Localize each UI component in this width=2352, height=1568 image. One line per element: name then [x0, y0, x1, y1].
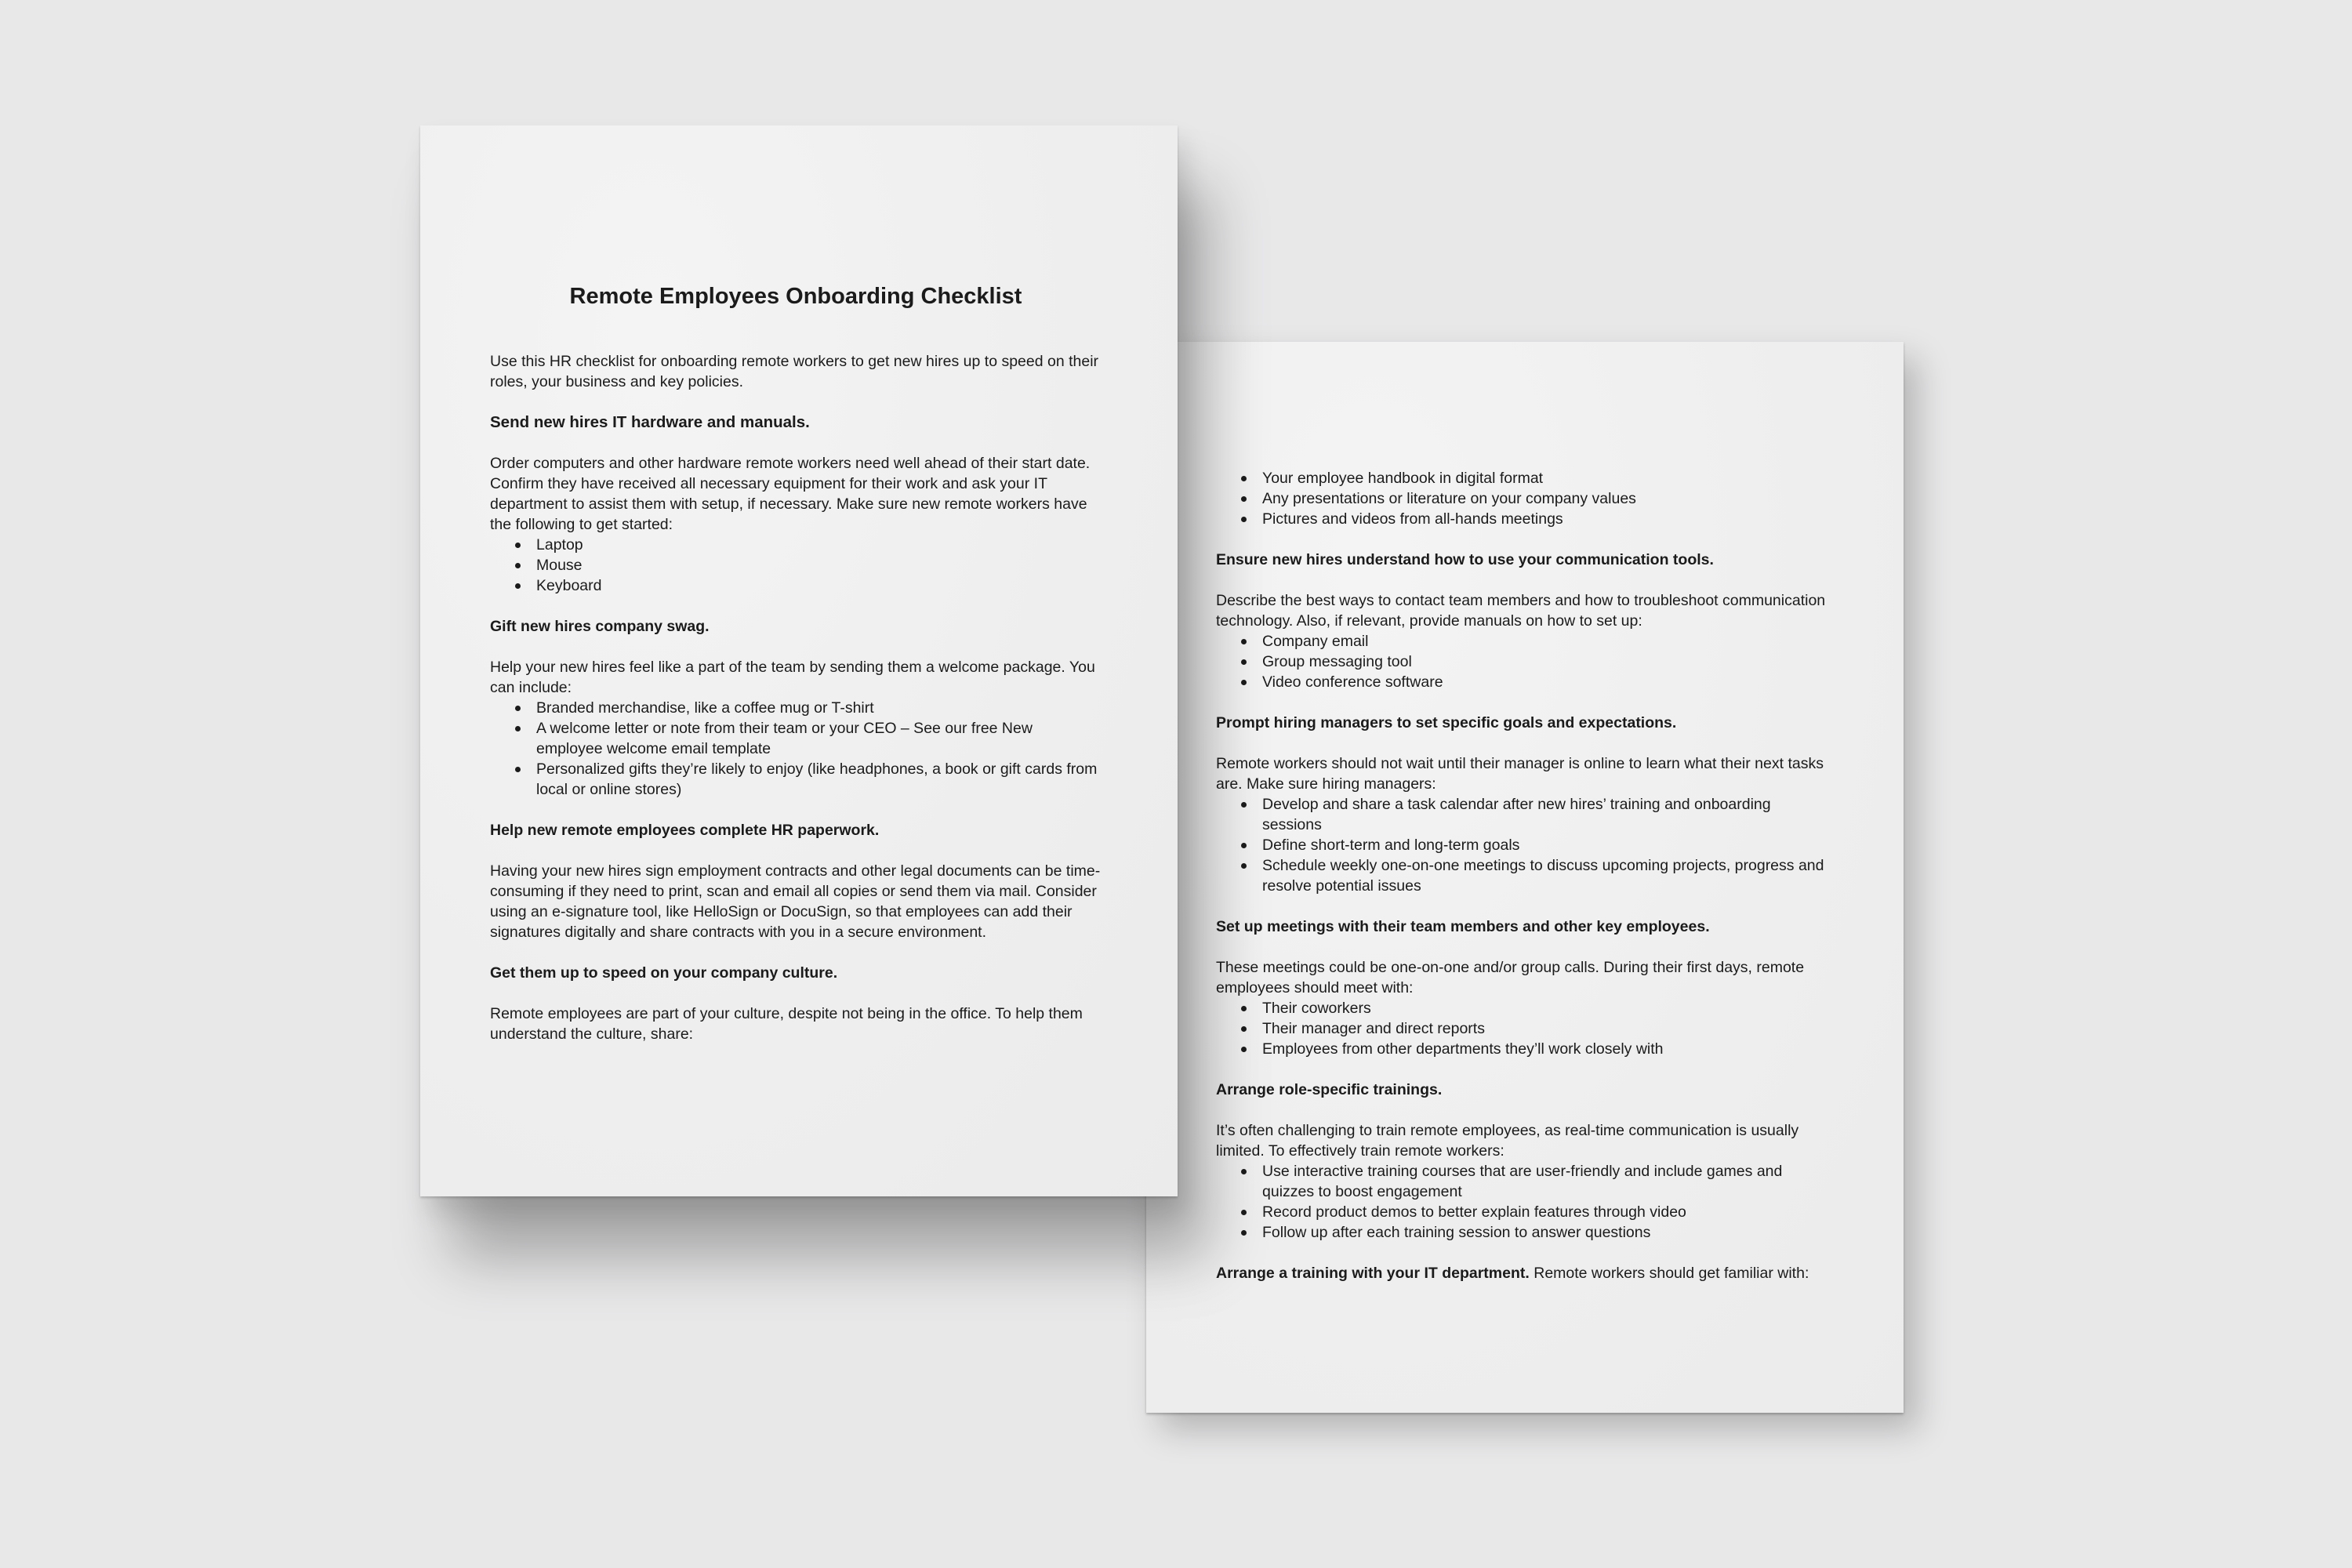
- section-heading: Prompt hiring managers to set specific goals and expectations.: [1216, 714, 1677, 731]
- list-item: Their coworkers: [1262, 998, 1828, 1018]
- section-text: Order computers and other hardware remote workers need well ahead of their start date. Confirm they have received all necessary equipment for their work and ask your IT department to assist them with setup, if necessary. Make sure new remote workers have the following to get started:: [490, 455, 1091, 533]
- list-item: Follow up after each training session to answer questions: [1262, 1222, 1828, 1243]
- list-item: Video conference software: [1262, 672, 1828, 692]
- list-item: Employees from other departments they’ll work closely with: [1262, 1039, 1828, 1059]
- intro-text: Use this HR checklist for onboarding remote workers to get new hires up to speed on their roles, your business and key policies.: [490, 353, 1099, 390]
- section-list: [1216, 631, 1828, 692]
- section-heading: Set up meetings with their team members and other key employees.: [1216, 918, 1710, 935]
- section-text: Help your new hires feel like a part of the team by sending them a welcome package. You can include:: [490, 659, 1095, 696]
- list-item: Branded merchandise, like a coffee mug or T-shirt: [536, 698, 1102, 718]
- section-heading: Arrange role-specific trainings.: [1216, 1081, 1443, 1098]
- list-item: Your employee handbook in digital format: [1262, 468, 1828, 488]
- section-text: Remote employees are part of your culture, despite not being in the office. To help them understand the culture, share:: [490, 1005, 1083, 1043]
- final-bold-text: Arrange a training with your IT department.: [1216, 1265, 1530, 1282]
- list-item: A welcome letter or note from their team or your CEO – See our free New employee welcome email template: [536, 718, 1102, 759]
- section-list: [1216, 998, 1828, 1059]
- document-page-1: [420, 125, 1178, 1196]
- list-item: Develop and share a task calendar after new hires’ training and onboarding sessions: [1262, 794, 1828, 835]
- list-item: Define short-term and long-term goals: [1262, 835, 1828, 855]
- section-text: Having your new hires sign employment contracts and other legal documents can be time-consuming if they need to print, scan and email all copies or send them via mail. Consider using an e-signature tool, like HelloSign or DocuSign, so that employees can add their signatures digitally and share contracts with you in a secure environment.: [490, 862, 1101, 941]
- section-heading: Gift new hires company swag.: [490, 618, 710, 635]
- list-item: Company email: [1262, 631, 1828, 652]
- list-item: Any presentations or literature on your company values: [1262, 488, 1828, 509]
- section-text: These meetings could be one-on-one and/or group calls. During their first days, remote employees should meet with:: [1216, 959, 1805, 996]
- section-list: [490, 698, 1102, 800]
- section-text: Describe the best ways to contact team members and how to troubleshoot communication technology. Also, if relevant, provide manuals on how to set up:: [1216, 592, 1826, 630]
- list-item: Their manager and direct reports: [1262, 1018, 1828, 1039]
- section-list: [1216, 1161, 1828, 1243]
- document-title: Remote Employees Onboarding Checklist: [569, 284, 1022, 309]
- section-text: Remote workers should not wait until their manager is online to learn what their next tasks are. Make sure hiring managers:: [1216, 755, 1824, 793]
- culture-share-list: [1216, 468, 1828, 529]
- section-heading: Send new hires IT hardware and manuals.: [490, 413, 810, 431]
- list-item: Laptop: [536, 535, 1102, 555]
- final-text: Remote workers should get familiar with:: [1529, 1265, 1809, 1282]
- list-item: Schedule weekly one-on-one meetings to discuss upcoming projects, progress and resolve potential issues: [1262, 855, 1828, 896]
- page-1-content: [490, 282, 1102, 1065]
- section-heading: Ensure new hires understand how to use your communication tools.: [1216, 551, 1714, 568]
- page-2-content: [1216, 468, 1828, 1304]
- list-item: Mouse: [536, 555, 1102, 575]
- section-list: [490, 535, 1102, 596]
- section-heading: Get them up to speed on your company culture.: [490, 964, 838, 982]
- list-item: Use interactive training courses that are user-friendly and include games and quizzes to boost engagement: [1262, 1161, 1828, 1202]
- document-page-2: [1146, 342, 1904, 1413]
- section-text: It’s often challenging to train remote employees, as real-time communication is usually limited. To effectively train remote workers:: [1216, 1122, 1799, 1160]
- final-paragraph: [1216, 1263, 1828, 1283]
- list-item: Record product demos to better explain features through video: [1262, 1202, 1828, 1222]
- list-item: Pictures and videos from all-hands meetings: [1262, 509, 1828, 529]
- list-item: Personalized gifts they’re likely to enjoy (like headphones, a book or gift cards from local or online stores): [536, 759, 1102, 800]
- section-heading: Help new remote employees complete HR paperwork.: [490, 822, 880, 839]
- list-item: Keyboard: [536, 575, 1102, 596]
- section-list: [1216, 794, 1828, 896]
- list-item: Group messaging tool: [1262, 652, 1828, 672]
